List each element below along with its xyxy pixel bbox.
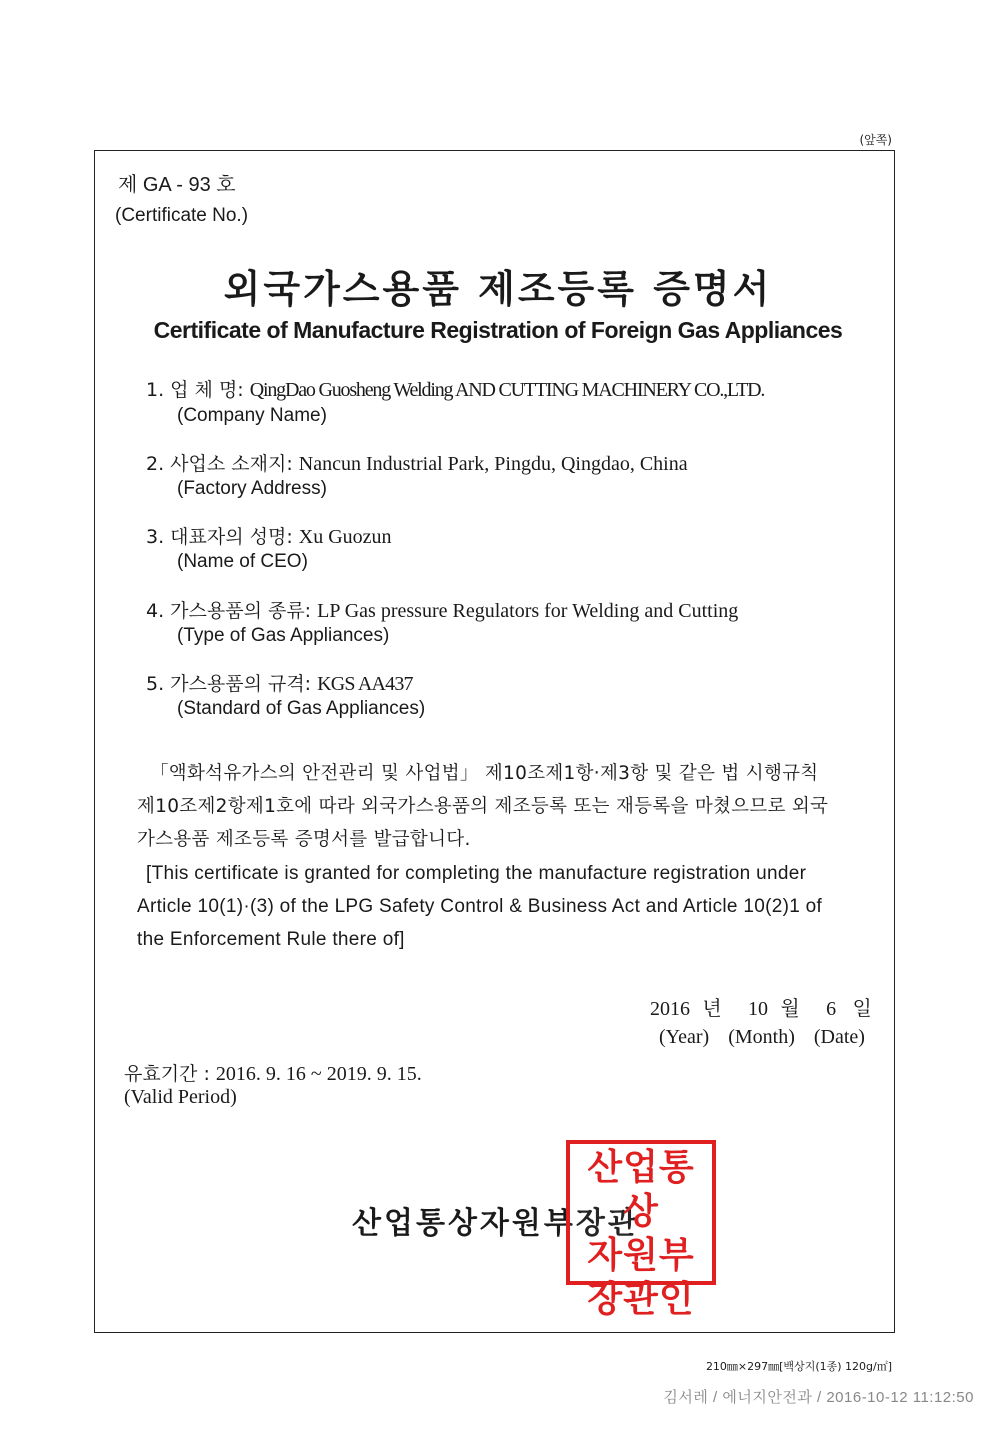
validity-dates: 2016. 9. 16 ~ 2019. 9. 15. [215, 1063, 422, 1085]
issue-year: 2016 [650, 998, 690, 1020]
month-label: (Month) [728, 1026, 795, 1048]
law-text-ko-line: 제10조제2항제1호에 따라 외국가스용품의 제조등록 또는 재등록을 마쳤으므로 외국 [137, 796, 829, 817]
official-seal [566, 1140, 716, 1320]
month-unit: 월 [780, 996, 800, 1020]
field-sub-label: (Company Name) [177, 405, 327, 426]
issue-date-labels [659, 1026, 865, 1049]
seal-text-line: 장관인 [587, 1279, 695, 1320]
seal-text-line: 산업통상 [587, 1147, 695, 1232]
field-label: 5. 가스용품의 규격: [146, 673, 312, 695]
appliance-standard-value: KGS AA437 [317, 673, 413, 695]
law-text-ko-line: 가스용품 제조등록 증명서를 발급합니다. [137, 829, 471, 850]
law-text-en-line: [This certificate is granted for completing the manufacture registration under [146, 863, 807, 884]
paper-spec: 210㎜×297㎜[백상지(1종) 120g/㎡] [705, 1360, 892, 1373]
issue-date [650, 992, 872, 1021]
field-sub-label: (Type of Gas Appliances) [177, 625, 390, 646]
field-sub-label: (Name of CEO) [177, 551, 308, 572]
field-ceo [146, 522, 392, 549]
validity-period [124, 1059, 422, 1086]
factory-address-value: Nancun Industrial Park, Pingdu, Qingdao, China [298, 453, 688, 475]
law-text-en-line: Article 10(1)·(3) of the LPG Safety Control & Business Act and Article 10(2)1 of [137, 896, 823, 917]
seal-text-line: 자원부 [587, 1235, 695, 1276]
validity-label: 유효기간 : [124, 1063, 210, 1085]
field-label: 2. 사업소 소재지: [146, 453, 293, 475]
day-label: (Date) [813, 1026, 865, 1048]
issue-day: 6 [826, 998, 837, 1020]
field-standard [146, 669, 413, 696]
issuer-name: 산업통상자원부장관 [352, 1207, 640, 1240]
title-english: Certificate of Manufacture Registration of Foreign Gas Appliances [153, 317, 843, 343]
field-address [146, 449, 688, 476]
appliance-type-value: LP Gas pressure Regulators for Welding and Cutting [317, 600, 739, 622]
day-unit: 일 [852, 996, 872, 1020]
field-label: 4. 가스용품의 종류: [146, 600, 312, 622]
ceo-name-value: Xu Guozun [298, 526, 392, 548]
page-side-marker: (앞쪽) [859, 133, 892, 147]
year-label: (Year) [659, 1026, 710, 1048]
law-text-ko-line: 「액화석유가스의 안전관리 및 사업법」 제10조제1항·제3항 및 같은 법 시행규칙 [150, 763, 819, 784]
field-sub-label: (Factory Address) [177, 478, 327, 499]
field-company [146, 375, 764, 402]
year-unit: 년 [702, 996, 722, 1020]
certificate-number: 제 GA - 93 호 [118, 174, 236, 196]
field-label: 3. 대표자의 성명: [146, 526, 293, 548]
title-korean: 외국가스용품 제조등록 증명서 [223, 267, 773, 311]
law-text-en-line: the Enforcement Rule there of] [137, 929, 405, 950]
issue-month: 10 [748, 998, 769, 1020]
field-label: 1. 업 체 명: [146, 379, 244, 401]
certificate-number-label: (Certificate No.) [115, 205, 249, 226]
validity-label-en: (Valid Period) [124, 1086, 237, 1108]
field-type [146, 596, 738, 623]
company-name-value: QingDao Guosheng Welding AND CUTTING MACHINERY CO.,LTD. [249, 379, 765, 401]
field-sub-label: (Standard of Gas Appliances) [177, 698, 426, 719]
print-stamp: 김서레 / 에너지안전과 / 2016-10-12 11:12:50 [663, 1389, 974, 1406]
